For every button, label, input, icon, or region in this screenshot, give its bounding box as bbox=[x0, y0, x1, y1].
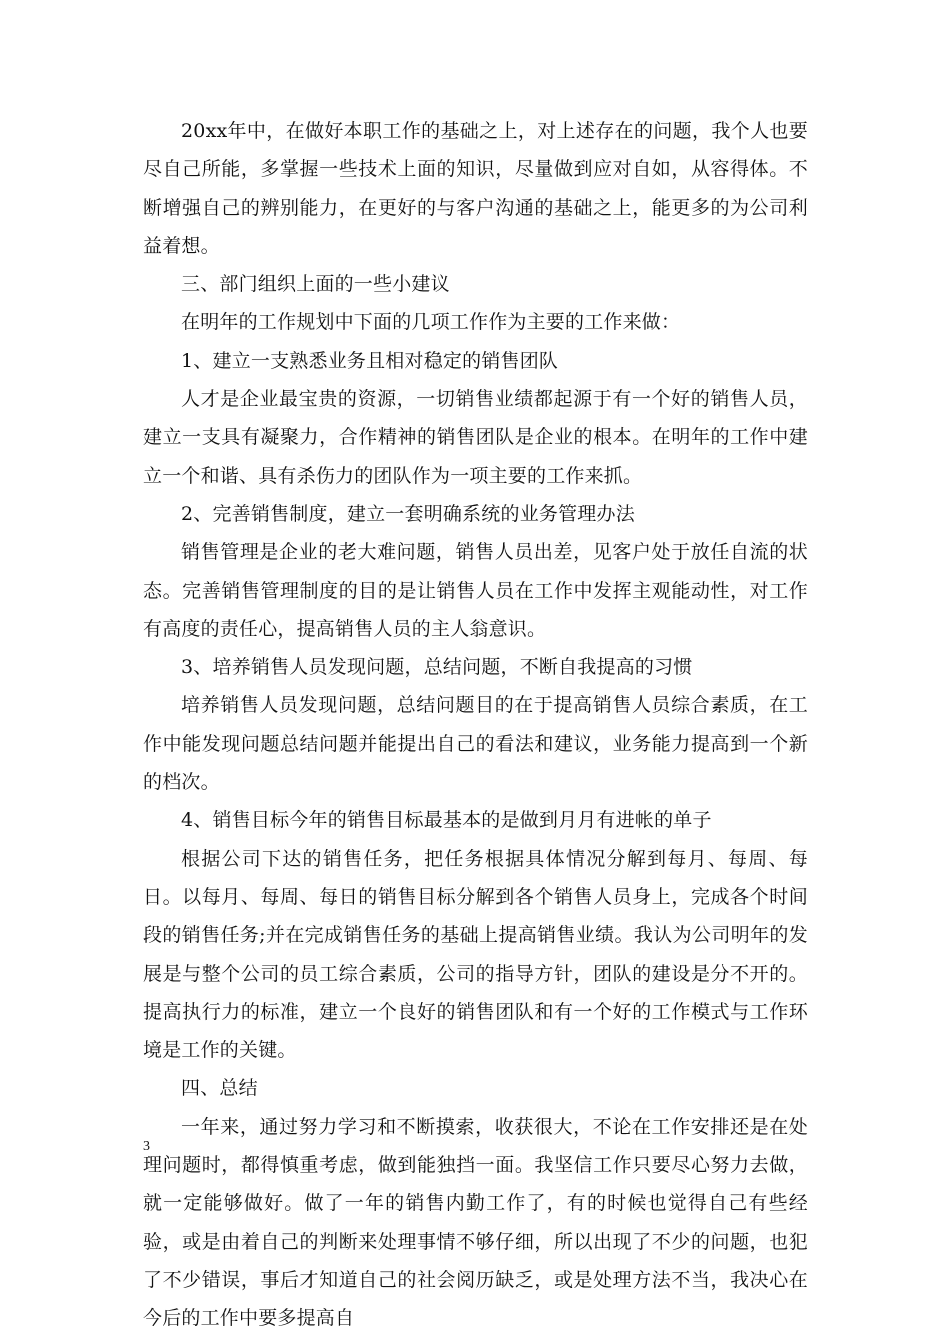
paragraph: 在明年的工作规划中下面的几项工作作为主要的工作来做： bbox=[181, 311, 681, 334]
page-number: 3 bbox=[143, 1139, 150, 1154]
paragraph: 培养销售人员发现问题，总结问题目的在于提高销售人员综合素质，在工作中能发现问题总结问题并能提出自己的看法和建议，业务能力提高到一个新的档次。 bbox=[143, 694, 808, 794]
paragraph: 根据公司下达的销售任务，把任务根据具体情况分解到每月、每周、每日。以每月、每周、每日的销售目标分解到各个销售人员身上，完成各个时间段的销售任务;并在完成销售任务的基础上提高销售业绩。我认为公司明年的发展是与整个公司的员工综合素质，公司的指导方针，团队的建设是分不开的。提高执行力的标准，建立一个良好的销售团队和有一个好的工作模式与工作环境是工作的关键。 bbox=[143, 847, 808, 1062]
paragraph: 20xx年中，在做好本职工作的基础之上，对上述存在的问题，我个人也要尽自己所能，多掌握一些技术上面的知识，尽量做到应对自如，从容得体。不断增强自己的辨别能力，在更好的与客户沟通的基础之上，能更多的为公司利益着想。 bbox=[143, 120, 808, 257]
paragraph: 销售管理是企业的老大难问题，销售人员出差，见客户处于放任自流的状态。完善销售管理制度的目的是让销售人员在工作中发挥主观能动性，对工作有高度的责任心，提高销售人员的主人翁意识。 bbox=[143, 541, 808, 640]
paragraph: 人才是企业最宝贵的资源，一切销售业绩都起源于有一个好的销售人员，建立一支具有凝聚力，合作精神的销售团队是企业的根本。在明年的工作中建立一个和谐、具有杀伤力的团队作为一项主要的工作来抓。 bbox=[143, 388, 808, 487]
subheading: 2、完善销售制度，建立一套明确系统的业务管理办法 bbox=[181, 502, 635, 525]
section-heading: 四、总结 bbox=[181, 1077, 258, 1100]
paragraph: 一年来，通过努力学习和不断摸索，收获很大，不论在工作安排还是在处理问题时，都得慎重考虑，做到能独挡一面。我坚信工作只要尽心努力去做，就一定能够做好。做了一年的销售内勤工作了，有的时候也觉得自己有些经验，或是由着自己的判断来处理事情不够仔细，所以出现了不少的问题，也犯了不少错误，事后才知道自己的社会阅历缺乏，或是处理方法不当，我决心在今后的工作中要多提高自 bbox=[143, 1115, 808, 1330]
section-heading: 三、部门组织上面的一些小建议 bbox=[181, 273, 450, 296]
subheading: 1、建立一支熟悉业务且相对稳定的销售团队 bbox=[181, 349, 559, 372]
subheading: 4、销售目标今年的销售目标最基本的是做到月月有进帐的单子 bbox=[181, 809, 712, 832]
subheading: 3、培养销售人员发现问题，总结问题，不断自我提高的习惯 bbox=[181, 656, 693, 679]
document-body bbox=[143, 112, 808, 1338]
